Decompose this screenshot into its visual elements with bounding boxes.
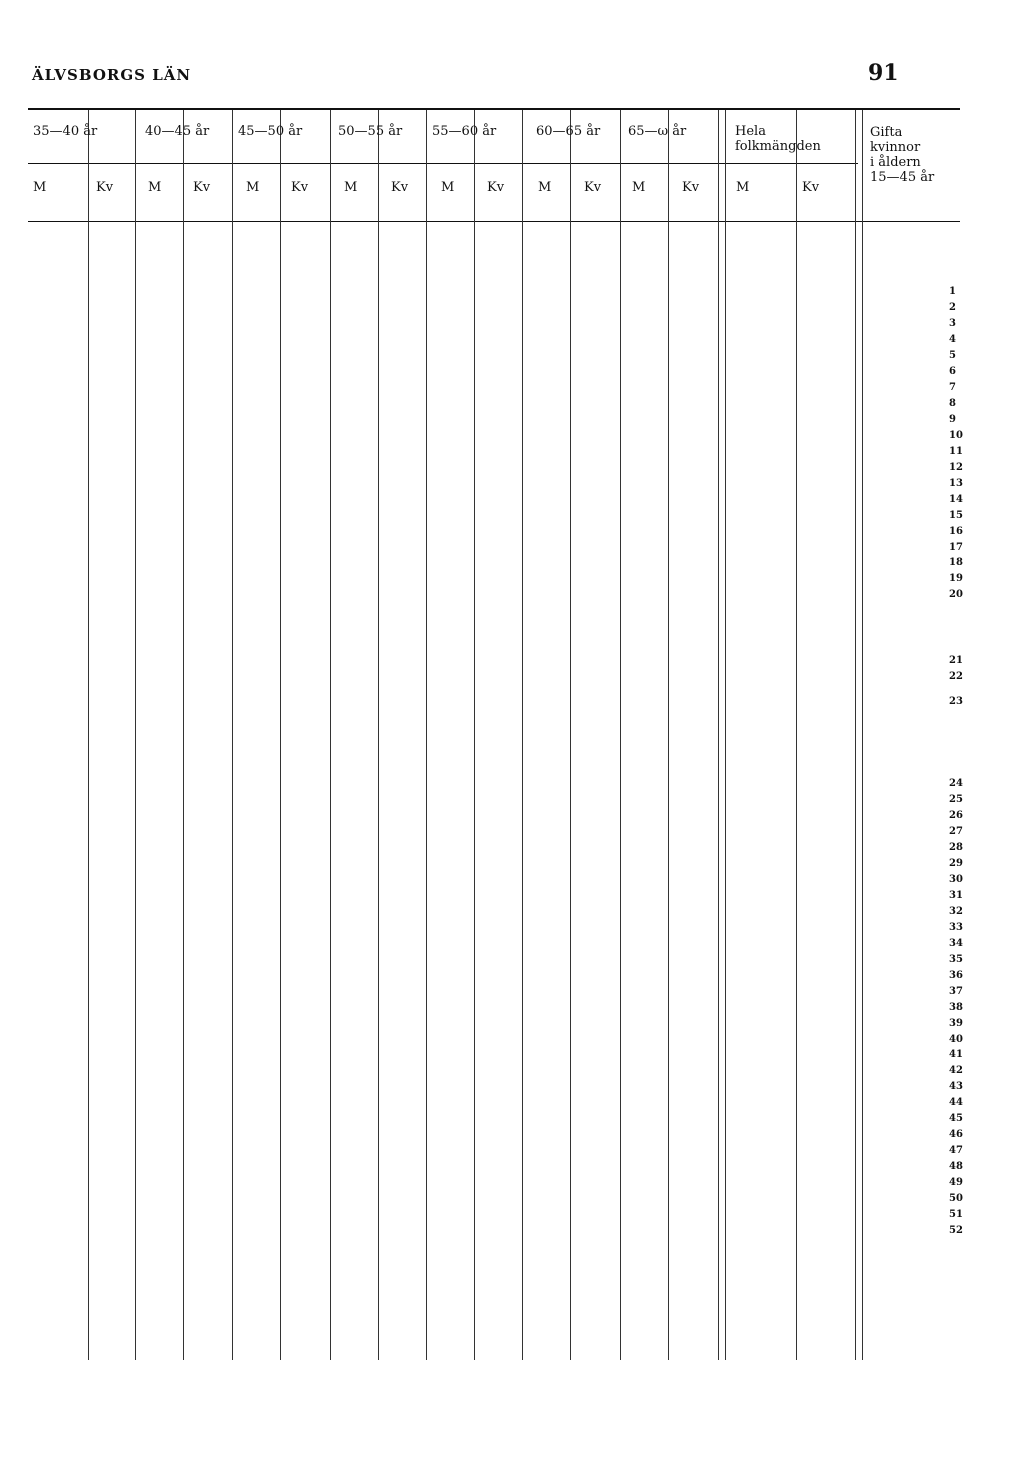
row-number: 38 [949,1001,963,1013]
column-divider [88,110,89,1360]
row-number: 32 [949,905,963,917]
sub-header-kv: Kv [193,180,211,195]
row-number: 40 [949,1033,963,1045]
row-number: 51 [949,1209,963,1221]
row-number: 3 [949,317,956,329]
row-number: 39 [949,1017,963,1029]
row-number: 42 [949,1065,963,1077]
column-divider [135,110,136,1360]
row-number: 13 [949,477,963,489]
row-number: 2 [949,301,956,313]
column-divider [855,110,856,1360]
row-number: 27 [949,825,963,837]
row-number: 28 [949,841,963,853]
column-divider [570,110,571,1360]
sub-header-kv: Kv [487,180,505,195]
row-number: 21 [949,655,963,666]
header-bottom-rule [28,221,960,222]
row-number: 37 [949,985,963,997]
row-number: 7 [949,381,956,393]
row-number: 14 [949,493,963,505]
column-divider [796,110,797,1360]
age-group-header: 40—45 år [145,124,210,139]
age-group-header: 45—50 år [238,124,303,139]
age-group-header: Hela folkmängden [735,124,821,154]
row-number: 4 [949,333,956,345]
age-group-header: 50—55 år [338,124,403,139]
row-number: 6 [949,365,956,377]
row-number: 45 [949,1113,963,1125]
sub-header-m: M [441,180,455,195]
row-number: 35 [949,953,963,965]
row-number: 43 [949,1081,963,1093]
row-number: 49 [949,1177,963,1189]
column-divider [522,110,523,1360]
row-number: 20 [949,589,963,601]
sub-header-kv: Kv [584,180,602,195]
row-number: 46 [949,1129,963,1141]
column-divider [232,110,233,1360]
row-number: 36 [949,969,963,981]
row-number: 22 [949,670,963,682]
row-number: 52 [949,1225,963,1237]
row-number: 48 [949,1161,963,1173]
sub-header-kv: Kv [291,180,309,195]
row-number: 29 [949,857,963,869]
column-divider [280,110,281,1360]
row-number: 5 [949,349,956,361]
group-underline-rule [28,163,858,164]
age-group-header: 55—60 år [432,124,497,139]
page-number: 91 [868,60,899,86]
row-number: 26 [949,809,963,821]
row-number: 15 [949,509,963,521]
gifta-header-line: 15—45 år [870,170,935,185]
column-divider [426,110,427,1360]
gifta-header-line: kvinnor [870,140,921,155]
age-group-header: 60—65 år [536,124,601,139]
column-divider [378,110,379,1360]
sub-header-kv: Kv [802,180,820,195]
row-number: 50 [949,1193,963,1205]
column-divider [725,110,726,1360]
sub-header-m: M [736,180,750,195]
row-number: 16 [949,525,963,537]
age-group-header: 65—ω år [628,124,687,139]
row-number: 31 [949,889,963,901]
column-divider [668,110,669,1360]
sub-header-m: M [148,180,162,195]
gifta-header-line: Gifta [870,125,903,140]
row-number: 11 [949,445,963,457]
column-divider [183,110,184,1360]
sub-header-kv: Kv [96,180,114,195]
row-number: 25 [949,793,963,805]
column-divider [718,110,719,1360]
row-number: 19 [949,573,963,585]
row-number: 41 [949,1049,963,1061]
sub-header-m: M [344,180,358,195]
sub-header-kv: Kv [682,180,700,195]
row-number: 8 [949,397,956,409]
sub-header-m: M [632,180,646,195]
row-number: 47 [949,1145,963,1157]
row-number: 33 [949,921,963,933]
gifta-header-line: i åldern [870,155,921,170]
column-divider [620,110,621,1360]
column-divider [474,110,475,1360]
row-number: 10 [949,429,963,441]
column-divider [862,110,863,1360]
column-divider [330,110,331,1360]
top-rule [28,108,960,110]
sub-header-kv: Kv [391,180,409,195]
row-number: 9 [949,413,956,425]
age-group-header: 35—40 år [33,124,98,139]
row-number: 18 [949,557,963,569]
row-number: 34 [949,937,963,949]
row-number: 1 [949,286,956,297]
row-number: 24 [949,778,963,789]
row-number: 44 [949,1097,963,1109]
sub-header-m: M [538,180,552,195]
row-number: 30 [949,873,963,885]
row-number: 12 [949,461,963,473]
sub-header-m: M [246,180,260,195]
row-number: 23 [949,696,963,707]
page-title: ÄLVSBORGS LÄN [32,66,192,84]
sub-header-m: M [33,180,47,195]
row-number: 17 [949,541,963,553]
